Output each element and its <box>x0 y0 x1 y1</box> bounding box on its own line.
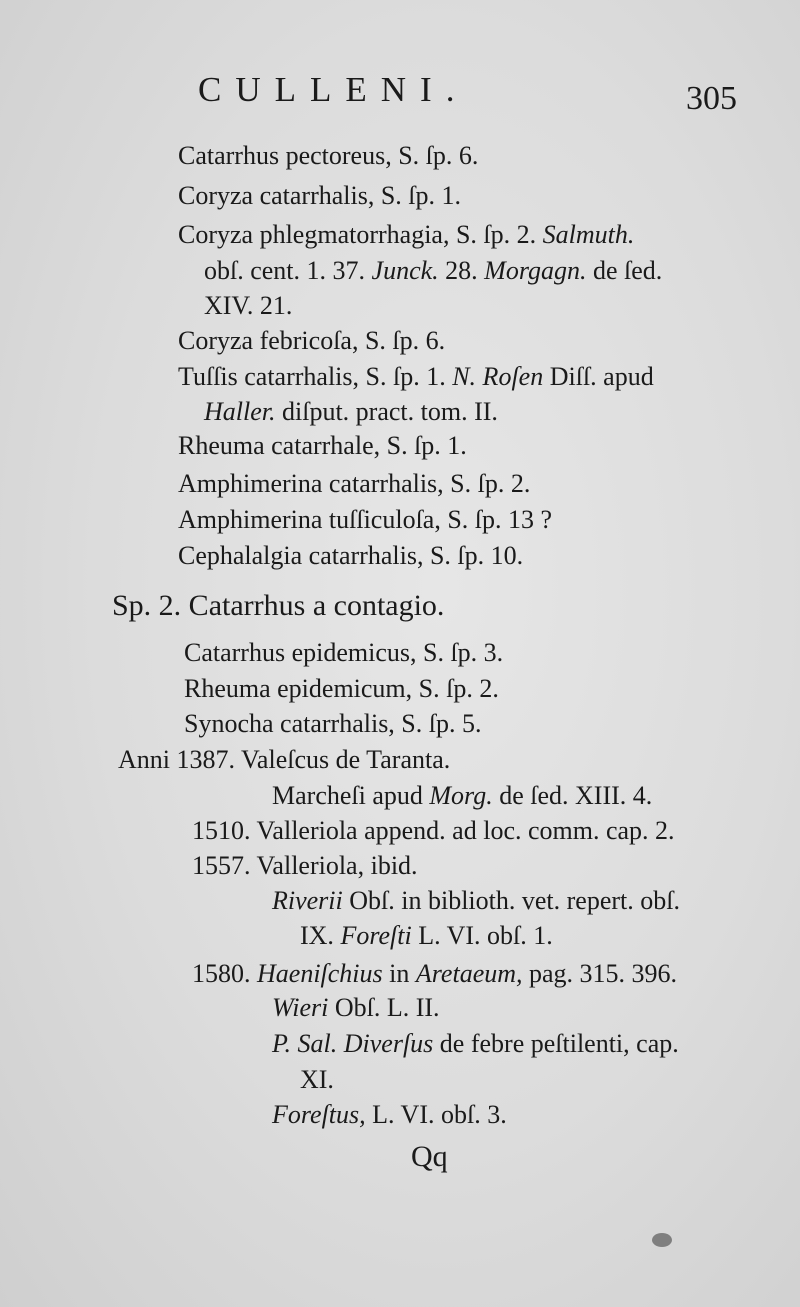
text-segment: Coryza phlegmatorrhagia, S. ſp. 2. <box>178 220 543 249</box>
text-line <box>178 540 523 572</box>
text-segment: Catarrhus pectoreus, S. ſp. 6. <box>178 141 479 170</box>
text-segment: Anni 1387. Valeſcus de Taranta. <box>118 745 451 774</box>
text-line <box>204 290 292 322</box>
text-segment: L. VI. obſ. 3. <box>365 1100 507 1129</box>
text-segment: de ſed. XIII. 4. <box>492 781 653 810</box>
text-line <box>178 180 461 212</box>
text-line <box>272 1099 507 1131</box>
text-line <box>178 325 445 357</box>
text-line <box>300 1064 334 1096</box>
bleed-through <box>150 78 165 118</box>
text-line <box>192 958 677 990</box>
text-segment: IX. <box>300 921 341 950</box>
text-segment: Rheuma epidemicum, S. ſp. 2. <box>184 674 499 703</box>
text-segment: 1580. <box>192 959 257 988</box>
text-line <box>192 850 418 882</box>
text-line <box>118 744 450 776</box>
italic-segment: Riverii <box>272 886 343 915</box>
text-line <box>178 361 654 393</box>
italic-segment: Foreſtus, <box>272 1100 366 1129</box>
text-line <box>184 637 503 669</box>
italic-segment: Haeniſchius <box>257 959 383 988</box>
ink-blot <box>652 1233 672 1247</box>
text-segment: 1557. Valleriola, ibid. <box>192 851 418 880</box>
italic-segment: N. Roſen <box>452 362 544 391</box>
text-segment: Coryza febricoſa, S. ſp. 6. <box>178 326 446 355</box>
text-segment: L. VI. obſ. 1. <box>411 921 553 950</box>
text-segment: Cephalalgia catarrhalis, S. ſp. 10. <box>178 541 524 570</box>
text-segment: Marcheſi apud <box>272 781 430 810</box>
text-segment: Sp. 2. Catarrhus a contagio. <box>112 589 445 622</box>
text-line <box>272 780 652 812</box>
italic-segment: Morgagn. <box>484 256 587 285</box>
text-line <box>178 140 478 172</box>
text-line <box>204 396 498 428</box>
text-segment: XI. <box>300 1065 334 1094</box>
text-line <box>178 430 467 462</box>
text-segment: Amphimerina catarrhalis, S. ſp. 2. <box>178 469 531 498</box>
text-segment: Amphimerina tuſſiculoſa, S. ſp. 13 ? <box>178 505 553 534</box>
text-line <box>178 468 530 500</box>
text-line <box>192 815 675 847</box>
text-segment: Obſ. in biblioth. vet. repert. obſ. <box>342 886 680 915</box>
text-segment: de ſed. <box>586 256 663 285</box>
italic-segment: Foreſti <box>340 921 412 950</box>
italic-segment: Aretaeum, <box>415 959 523 988</box>
text-segment: Tuſſis catarrhalis, S. ſp. 1. <box>178 362 453 391</box>
text-segment: Synocha catarrhalis, S. ſp. 5. <box>184 709 482 738</box>
text-line <box>272 1028 679 1060</box>
text-line <box>178 504 552 536</box>
text-segment: 28. <box>438 256 485 285</box>
text-line <box>178 219 634 251</box>
italic-segment: Morg. <box>429 781 493 810</box>
text-line <box>204 255 662 287</box>
text-segment: in <box>382 959 416 988</box>
text-segment: de febre peſtilenti, cap. <box>433 1029 679 1058</box>
signature-mark: Qq <box>411 1140 448 1173</box>
text-line <box>272 992 440 1024</box>
text-line <box>272 885 680 917</box>
italic-segment: Haller. <box>204 397 276 426</box>
text-segment: pag. 315. 396. <box>522 959 678 988</box>
text-line <box>300 920 553 952</box>
text-segment: Coryza catarrhalis, S. ſp. 1. <box>178 181 462 210</box>
italic-segment: Wieri <box>272 993 329 1022</box>
page-number: 305 <box>686 80 737 117</box>
running-head: CULLENI. <box>198 70 469 109</box>
section-heading <box>112 590 444 622</box>
italic-segment: Salmuth. <box>542 220 635 249</box>
text-segment: Obſ. L. II. <box>328 993 440 1022</box>
text-segment: obſ. cent. 1. 37. <box>204 256 372 285</box>
text-segment: Catarrhus epidemicus, S. ſp. 3. <box>184 638 504 667</box>
italic-segment: Junck. <box>371 256 439 285</box>
text-line <box>184 708 482 740</box>
text-segment: XIV. 21. <box>204 291 293 320</box>
text-segment: Diſſ. apud <box>543 362 654 391</box>
text-segment: diſput. pract. tom. II. <box>275 397 498 426</box>
text-line <box>184 673 499 705</box>
italic-segment: P. Sal. Diverſus <box>272 1029 434 1058</box>
text-segment: Rheuma catarrhale, S. ſp. 1. <box>178 431 467 460</box>
text-segment: 1510. Valleriola append. ad loc. comm. cap. 2. <box>192 816 675 845</box>
